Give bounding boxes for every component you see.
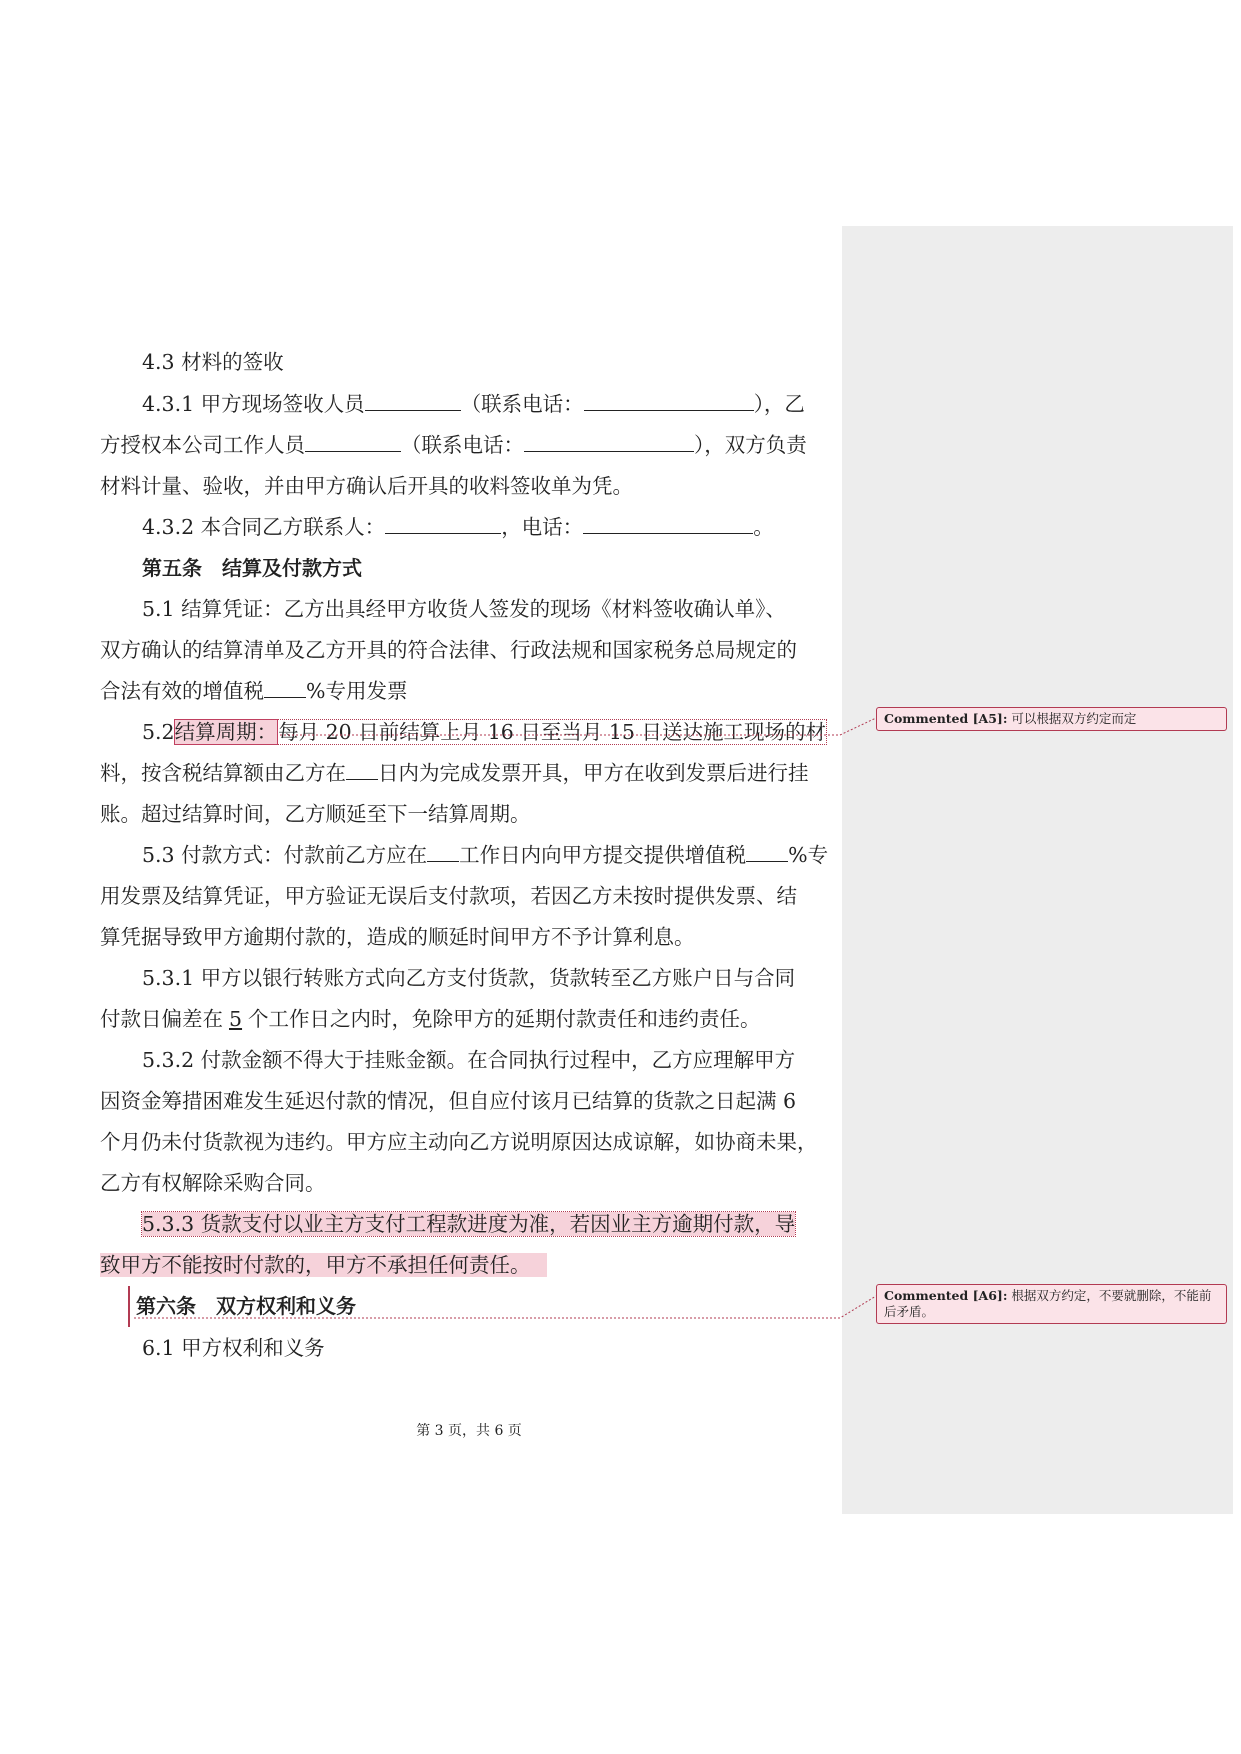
text: 4.3.1 甲方现场签收人员: [142, 392, 365, 416]
text: ），乙: [753, 392, 805, 416]
text: 付款日偏差在: [100, 1007, 223, 1031]
text: 第五条 结算及付款方式: [142, 556, 362, 580]
text: ），双方负责: [694, 433, 807, 457]
text: 5.3.1 甲方以银行转账方式向乙方支付货款，货款转至乙方账户日与合同: [142, 966, 796, 990]
leader-a5: [280, 718, 876, 735]
text: 5.2: [142, 720, 175, 744]
comment-author-tag: Commented [A5]:: [884, 711, 1008, 726]
text: 第 3 页，共 6 页: [416, 1423, 522, 1439]
highlighted-text[interactable]: 致甲方不能按时付款的，甲方不承担任何责任。: [100, 1253, 547, 1277]
text: 用发票及结算凭证，甲方验证无误后支付款项，若因乙方未按时提供发票、结: [100, 884, 797, 908]
text: 。: [753, 515, 774, 539]
text: 4.3.2 本合同乙方联系人：: [142, 515, 386, 539]
text: 5.3.2 付款金额不得大于挂账金额。在合同执行过程中，乙方应理解甲方: [142, 1048, 796, 1072]
text: 个月仍未付货款视为违约。甲方应主动向乙方说明原因达成谅解，如协商未果，: [100, 1130, 818, 1154]
text: 个工作日之内时，免除甲方的延期付款责任和违约责任。: [248, 1007, 761, 1031]
text: 料，按含税结算额由乙方在: [100, 761, 346, 785]
comment-text: 根据双方约定，不要就删除，不能前后矛盾。: [884, 1288, 1212, 1319]
page-number-footer: [0, 1420, 938, 1440]
text: （联系电话：: [460, 392, 584, 416]
text: 工作日内向甲方提交提供增值税: [459, 843, 747, 867]
text: 第六条 双方权利和义务: [136, 1294, 356, 1318]
text: 材料计量、验收，并由甲方确认后开具的收料签收单为凭。: [100, 474, 633, 498]
text: 双方确认的结算清单及乙方开具的符合法律、行政法规和国家税务总局规定的: [100, 638, 797, 662]
text: （联系电话：: [401, 433, 524, 457]
comment-text: 可以根据双方约定而定: [1011, 711, 1137, 726]
text: 4.3 材料的签收: [142, 350, 284, 374]
text: 日内为完成发票开具，甲方在收到发票后进行挂: [378, 761, 809, 785]
comment-author-tag: Commented [A6]:: [884, 1288, 1008, 1303]
commented-text-a5[interactable]: 结算周期：: [174, 720, 278, 744]
text: 乙方有权解除采购合同。: [100, 1171, 326, 1195]
text: %专: [788, 843, 829, 867]
text: 5.3 付款方式：付款前乙方应在: [142, 843, 428, 867]
text: 账。超过结算时间，乙方顺延至下一结算周期。: [100, 802, 531, 826]
text: 因资金筹措困难发生延迟付款的情况，但自应付该月已结算的货款之日起满 6: [100, 1089, 797, 1113]
underlined-value: 5: [229, 1007, 243, 1031]
text: 算凭据导致甲方逾期付款的，造成的顺延时间甲方不予计算利息。: [100, 925, 695, 949]
text: 6.1 甲方权利和义务: [142, 1336, 325, 1360]
text: ，电话：: [501, 515, 584, 539]
text: 合法有效的增值税: [100, 679, 264, 703]
highlighted-text[interactable]: 5.3.3 货款支付以业主方支付工程款进度为准，若因业主方逾期付款，导: [142, 1212, 796, 1236]
text: 每月 20 日前结算上月 16 日至当月 15 日送达施工现场的材: [278, 720, 826, 744]
comment-a5[interactable]: [876, 707, 1227, 731]
text: %专用发票: [306, 679, 408, 703]
text: 5.1 结算凭证：乙方出具经甲方收货人签发的现场《材料签收确认单》、: [142, 597, 786, 621]
leader-a6: [134, 1296, 876, 1318]
text: 方授权本公司工作人员: [100, 433, 305, 457]
comment-a6[interactable]: [876, 1284, 1227, 1324]
